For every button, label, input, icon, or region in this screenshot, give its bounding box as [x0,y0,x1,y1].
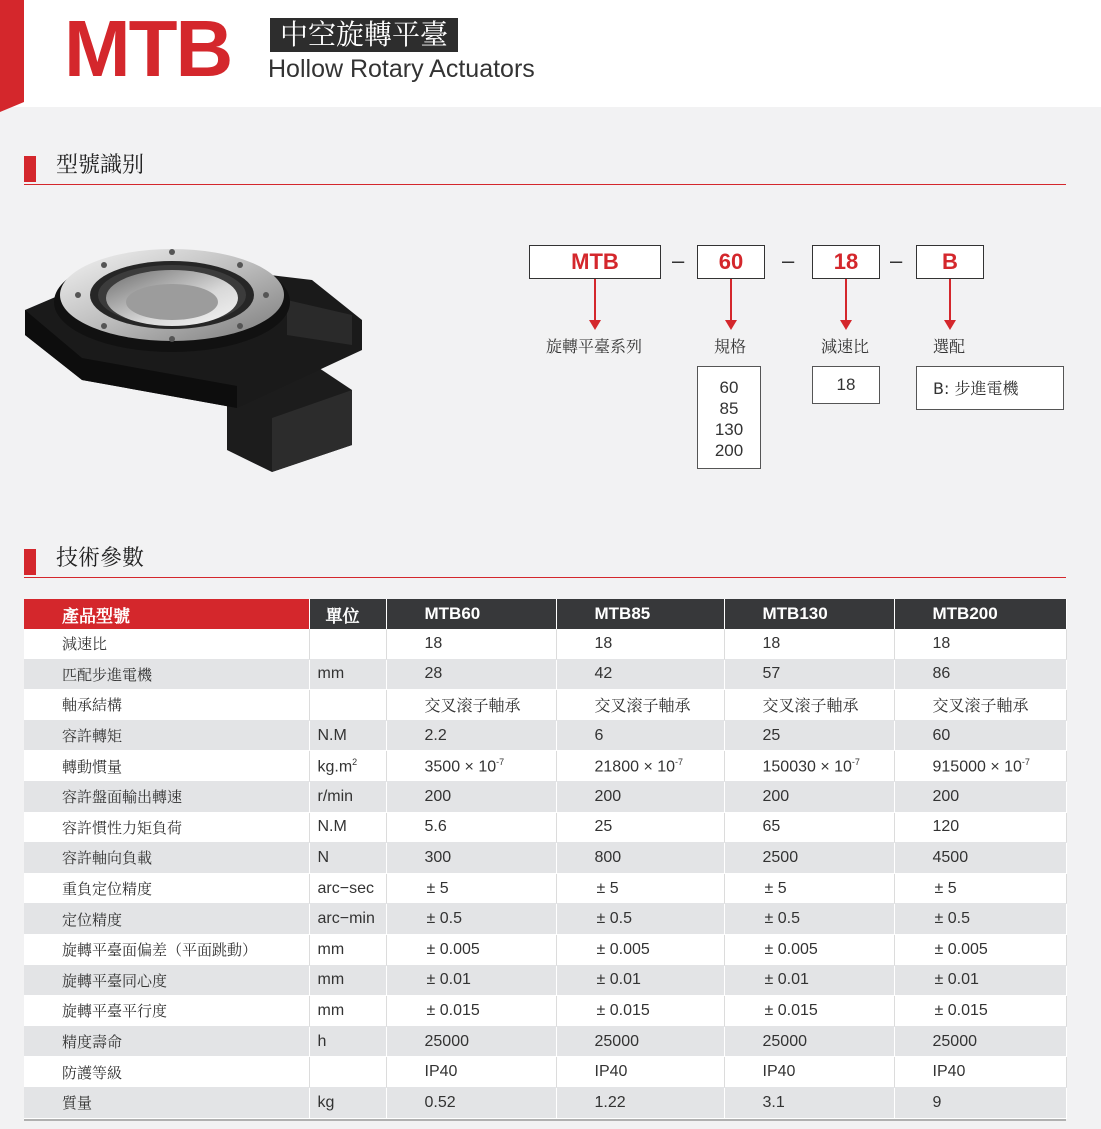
cell-value [894,1057,1066,1088]
value-text: ± 0.5 [934,910,970,928]
row-label: 轉動慣量 [24,751,309,782]
value-text: 120 [932,818,960,836]
value-text: 200 [762,787,790,805]
value-text: 交叉滚子軸承 [594,698,691,716]
value-text: 18 [932,634,951,652]
page-header [0,0,1101,107]
cell-value [894,781,1066,812]
cell-value [386,996,556,1027]
row-label: 旋轉平臺平行度 [24,996,309,1027]
value-text: 57 [762,665,781,683]
value-text: ± 0.01 [934,971,979,989]
value-text: ± 5 [426,879,449,897]
row-label: 旋轉平臺同心度 [24,965,309,996]
row-unit [309,1026,386,1057]
row-label: 匹配步進電機 [24,659,309,690]
label-option: 選配 [933,337,966,356]
table-bottom-rule [24,1119,1066,1121]
cell-value [386,965,556,996]
value-text: IP40 [932,1063,966,1081]
value-text: ± 5 [934,879,957,897]
value-text: 4500 [932,848,969,866]
cell-value [894,996,1066,1027]
table-row [24,781,1066,812]
cell-value [556,751,724,782]
code-dash: – [672,248,685,273]
cell-value [556,843,724,874]
row-label: 旋轉平臺面偏差（平面跳動） [24,934,309,965]
table-row [24,996,1066,1027]
cell-value [556,1057,724,1088]
cell-value [724,1026,894,1057]
header-model: MTB200 [894,599,1066,629]
row-unit [309,996,386,1027]
cell-value [894,690,1066,721]
cell-value [386,1087,556,1118]
cell-value [556,781,724,812]
value-text: 60 [932,726,951,744]
value-text: 25000 [424,1032,469,1050]
size-option: 60 [719,378,739,397]
row-unit [309,934,386,965]
value-text: ± 0.005 [426,940,480,958]
cell-value [724,1057,894,1088]
spec-table [24,599,1067,1119]
row-label: 定位精度 [24,904,309,935]
unit-text: N.M [317,726,347,744]
value-exponent: -7 [851,756,860,767]
value-text: 300 [424,848,452,866]
size-option: 130 [714,420,744,439]
section-title: 型號識别 [56,153,145,178]
row-unit [309,904,386,935]
cell-value [724,843,894,874]
cell-value [386,690,556,721]
value-text: 18 [594,634,613,652]
cell-value [724,629,894,659]
cell-value [724,873,894,904]
arrow-line [594,279,596,320]
product-image [22,240,367,475]
row-label: 容許慣性力矩負荷 [24,812,309,843]
cell-value [894,843,1066,874]
table-row [24,843,1066,874]
label-series: 旋轉平臺系列 [545,337,642,356]
header-model: MTB85 [556,599,724,629]
row-unit [309,781,386,812]
row-label: 容許盤面輸出轉速 [24,781,309,812]
cell-value [556,690,724,721]
value-text: 86 [932,665,951,683]
value-text: ± 5 [764,879,787,897]
value-text: 18 [762,634,781,652]
cell-value [724,690,894,721]
cell-value [386,873,556,904]
cell-value [386,812,556,843]
value-text: 65 [762,818,781,836]
value-text: 25 [762,726,781,744]
value-text: 9 [932,1093,942,1111]
unit-text: mm [317,940,345,958]
row-unit [309,873,386,904]
value-text: ± 0.015 [596,1001,650,1019]
cell-value [386,751,556,782]
cell-value [894,751,1066,782]
unit-exponent: 2 [352,756,358,767]
table-row [24,751,1066,782]
value-text: ± 0.015 [934,1001,988,1019]
cell-value [386,720,556,751]
cell-value [556,720,724,751]
value-text: ± 0.005 [596,940,650,958]
value-text: 3500 × 10 [424,757,497,775]
arrow-line [949,279,951,320]
value-text: IP40 [762,1063,796,1081]
header-model: MTB130 [724,599,894,629]
red-corner-tab [0,0,24,102]
value-text: ± 0.01 [764,971,809,989]
section-heading-specs [24,543,1066,578]
cell-value [556,659,724,690]
header-product-model: 產品型號 [24,599,309,629]
arrow-line [845,279,847,320]
unit-text: kg.m [317,757,353,775]
cell-value [556,1026,724,1057]
cell-value [724,904,894,935]
cell-value [386,781,556,812]
value-text: ± 5 [596,879,619,897]
value-exponent: -7 [1021,756,1030,767]
cell-value [894,812,1066,843]
value-text: IP40 [424,1063,458,1081]
cell-value [894,659,1066,690]
value-text: 200 [594,787,622,805]
value-text: 21800 × 10 [594,757,676,775]
cell-value [894,934,1066,965]
unit-text: N [317,848,330,866]
option-box: B: 步進電機 [916,366,1064,410]
cell-value [894,720,1066,751]
size-option: 85 [719,399,739,418]
cell-value [556,812,724,843]
label-ratio: 減速比 [820,337,869,356]
table-row [24,1057,1066,1088]
value-text: 交叉滚子軸承 [762,698,859,716]
table-row [24,904,1066,935]
value-text: 交叉滚子軸承 [424,698,521,716]
value-text: ± 0.01 [426,971,471,989]
value-text: ± 0.5 [426,910,462,928]
value-text: 6 [594,726,604,744]
value-exponent: -7 [675,756,684,767]
cell-value [556,1087,724,1118]
section-marker [24,549,36,575]
label-size: 規格 [713,337,746,356]
value-text: ± 0.01 [596,971,641,989]
value-text: 150030 × 10 [762,757,852,775]
title-english: Hollow Rotary Actuators [268,55,535,83]
value-exponent: -7 [496,756,505,767]
row-label: 減速比 [24,629,309,659]
table-header-row [24,599,1066,629]
cell-value [894,965,1066,996]
row-unit [309,965,386,996]
table-row [24,690,1066,721]
cell-value [724,781,894,812]
table-row [24,629,1066,659]
row-unit [309,843,386,874]
value-text: 25000 [932,1032,977,1050]
cell-value [386,629,556,659]
value-text: 18 [424,634,443,652]
code-series-box: MTB [529,245,661,279]
value-text: 0.52 [424,1093,456,1111]
size-option: 200 [714,441,744,460]
value-text: 2500 [762,848,799,866]
title-chinese: 中空旋轉平臺 [270,18,458,52]
row-unit [309,1087,386,1118]
value-text: ± 0.5 [596,910,632,928]
cell-value [556,996,724,1027]
unit-text: arc−sec [317,879,374,897]
cell-value [386,843,556,874]
cell-value [724,812,894,843]
unit-text: kg [317,1093,335,1111]
unit-text: h [317,1032,327,1050]
table-row [24,659,1066,690]
row-label: 防護等級 [24,1057,309,1088]
brand-logo: MTB [64,4,232,93]
code-ratio-box: 18 [812,245,880,279]
value-text: 42 [594,665,613,683]
unit-text: N.M [317,818,347,836]
cell-value [894,1026,1066,1057]
value-text: ± 0.015 [764,1001,818,1019]
row-label: 容許轉矩 [24,720,309,751]
code-dash: – [782,248,795,273]
value-text: ± 0.015 [426,1001,480,1019]
section-heading-model [24,150,1066,185]
row-unit [309,629,386,659]
table-row [24,934,1066,965]
cell-value [724,659,894,690]
size-options-box [697,366,761,469]
table-row [24,720,1066,751]
value-text: 25000 [762,1032,807,1050]
cell-value [724,751,894,782]
ratio-option-box: 18 [812,366,880,404]
cell-value [724,965,894,996]
cell-value [556,904,724,935]
value-text: 915000 × 10 [932,757,1022,775]
table-row [24,812,1066,843]
arrow-line [730,279,732,320]
value-text: ± 0.005 [934,940,988,958]
row-unit [309,812,386,843]
value-text: ± 0.005 [764,940,818,958]
row-unit [309,659,386,690]
row-unit [309,1057,386,1088]
cell-value [386,1026,556,1057]
cell-value [894,629,1066,659]
table-row [24,1087,1066,1118]
arrow-down-icon [589,320,601,330]
unit-text: mm [317,1001,345,1019]
arrow-down-icon [725,320,737,330]
header-unit: 單位 [309,599,386,629]
value-text: ± 0.5 [764,910,800,928]
value-text: 3.1 [762,1093,785,1111]
row-unit [309,751,386,782]
cell-value [894,904,1066,935]
table-row [24,965,1066,996]
unit-text: mm [317,665,345,683]
cell-value [386,934,556,965]
row-unit [309,720,386,751]
section-title: 技術參數 [56,546,145,571]
code-size-box: 60 [697,245,765,279]
unit-text: r/min [317,787,354,805]
value-text: 800 [594,848,622,866]
value-text: 25000 [594,1032,639,1050]
header-model: MTB60 [386,599,556,629]
value-text: 200 [932,787,960,805]
arrow-down-icon [944,320,956,330]
value-text: 2.2 [424,726,447,744]
unit-text: mm [317,971,345,989]
row-label: 質量 [24,1087,309,1118]
value-text: 28 [424,665,443,683]
table-body [24,629,1066,1118]
cell-value [724,996,894,1027]
table-row [24,1026,1066,1057]
cell-value [894,1087,1066,1118]
cell-value [556,629,724,659]
value-text: IP40 [594,1063,628,1081]
cell-value [894,873,1066,904]
cell-value [386,659,556,690]
value-text: 1.22 [594,1093,626,1111]
cell-value [556,965,724,996]
table-row [24,873,1066,904]
row-label: 精度壽命 [24,1026,309,1057]
code-dash: – [890,248,903,273]
section-marker [24,156,36,182]
row-label: 軸承結構 [24,690,309,721]
row-label: 重負定位精度 [24,873,309,904]
cell-value [386,904,556,935]
cell-value [724,934,894,965]
value-text: 25 [594,818,613,836]
value-text: 5.6 [424,818,447,836]
cell-value [556,934,724,965]
arrow-down-icon [840,320,852,330]
value-text: 200 [424,787,452,805]
unit-text: arc−min [317,910,375,928]
cell-value [556,873,724,904]
row-unit [309,690,386,721]
code-option-box: B [916,245,984,279]
row-label: 容許軸向負載 [24,843,309,874]
cell-value [724,1087,894,1118]
cell-value [386,1057,556,1088]
value-text: 交叉滚子軸承 [932,698,1029,716]
cell-value [724,720,894,751]
